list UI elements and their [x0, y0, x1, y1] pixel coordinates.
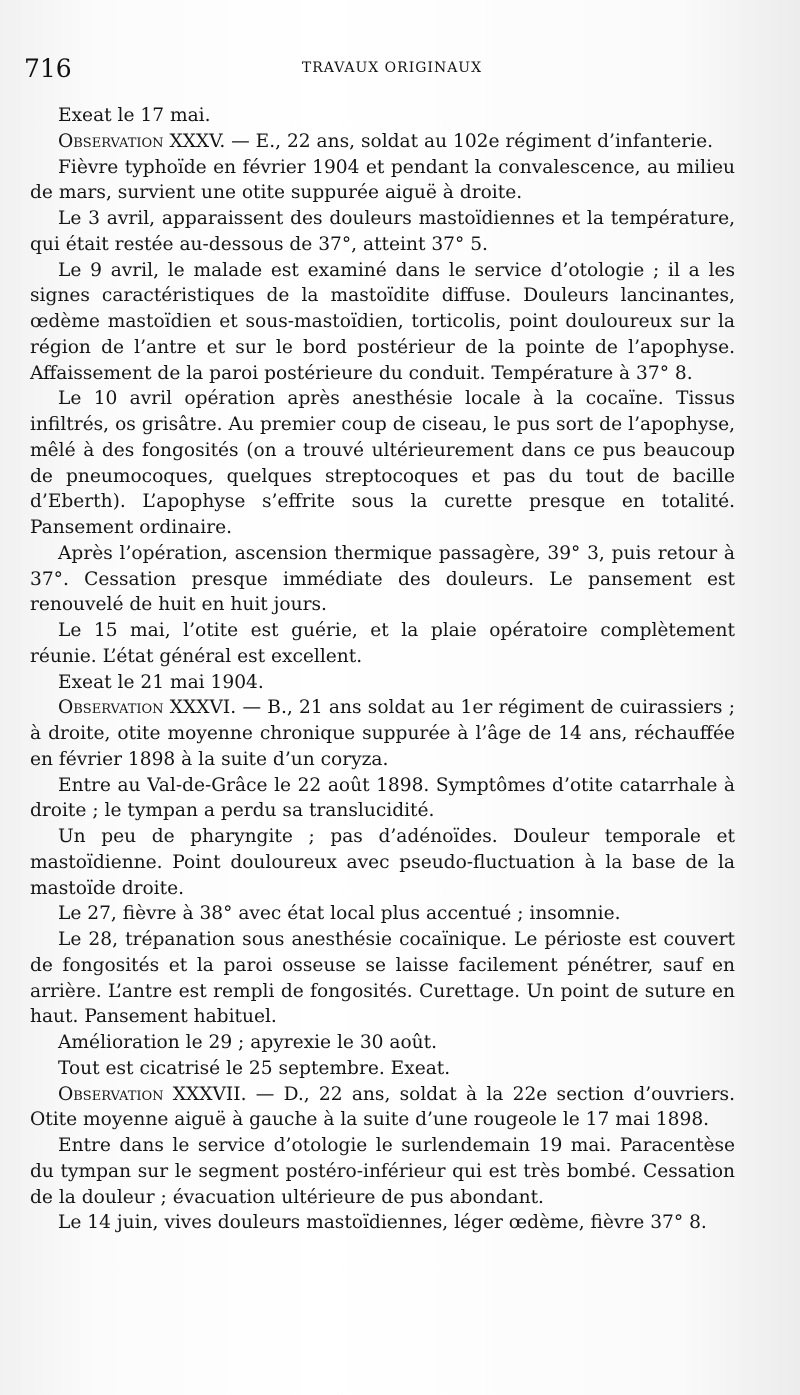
paragraph-text: Le 3 avril, apparaissent des douleurs mastoïdiennes et la température, qui était restée au-dessous de 37°, atteint 37° 5.: [30, 208, 735, 255]
paragraph: [30, 1056, 735, 1082]
paragraph: [30, 901, 735, 927]
paragraph: [30, 927, 735, 1030]
paragraph-text: — D., 22 ans, soldat à la 22e section d’ouvriers. Otite moyenne aiguë à gauche à la suite d’une rougeole le 17 mai 1898.: [30, 1083, 735, 1131]
paragraph: [30, 773, 735, 825]
paragraph-text: Le 9 avril, le malade est examiné dans le service d’otologie ; il a les signes caractéristiques de la mastoïdite diffuse. Douleurs lancinantes, œdème mastoïdien et sous-mastoïdien, torticolis, point douloureux sur la région de l’antre et sur le bord postérieur de la pointe de l’apophyse. Affaissement de la paroi postérieure du conduit. Température à 37° 8.: [30, 259, 735, 384]
paragraph-exeat-17-mai: [30, 103, 735, 129]
running-title: TRAVAUX ORIGINAUX: [301, 60, 483, 76]
paragraph: [30, 155, 735, 207]
body-text: [30, 103, 735, 1236]
paragraph: [30, 1133, 735, 1210]
paragraph: [30, 386, 735, 541]
observation-xxxvii-heading: [30, 1082, 735, 1134]
observation-xxxv-heading: [30, 129, 735, 155]
paragraph-text: Le 28, trépanation sous anesthésie cocaïnique. Le périoste est couvert de fongosités et la paroi osseuse se laisse facilement pénétrer, sauf en arrière. L’antre est rempli de fongosités. Curettage. Un point de suture en haut. Pansement habituel.: [30, 929, 735, 1028]
paragraph-text: Le 27, fièvre à 38° avec état local plus accentué ; insomnie.: [58, 903, 621, 925]
paragraph-text: — B., 21 ans soldat au 1er régiment de cuirassiers ; à droite, otite moyenne chronique suppurée à l’âge de 14 ans, réchauffée en février 1898 à la suite d’un coryza.: [30, 697, 735, 770]
paragraph-text: Exeat le 17 mai.: [58, 105, 211, 126]
paragraph: [30, 618, 735, 670]
paragraph-text: Amélioration le 29 ; apyrexie le 30 août.: [58, 1032, 438, 1053]
page-header: [24, 54, 760, 84]
observation-xxxvi-heading: [30, 695, 735, 772]
observation-label: Observation XXXV.: [58, 130, 226, 152]
page-number: 716: [24, 54, 72, 83]
paragraph-text: Après l’opération, ascension thermique passagère, 39° 3, puis retour à 37°. Cessation presque immédiate des douleurs. Le pansement est renouvelé de huit en huit jours.: [30, 542, 735, 616]
paragraph: [30, 258, 735, 387]
paragraph: [30, 1030, 735, 1056]
paragraph-text: Fièvre typhoïde en février 1904 et pendant la convalescence, au milieu de mars, survient une otite suppurée aiguë à droite.: [30, 156, 735, 204]
paragraph-text: Exeat le 21 mai 1904.: [58, 671, 264, 693]
paragraph-text: Tout est cicatrisé le 25 septembre. Exeat.: [58, 1057, 451, 1079]
paragraph-text: Le 15 mai, l’otite est guérie, et la plaie opératoire complètement réunie. L’état général est excellent.: [30, 620, 735, 667]
paragraph-text: Un peu de pharyngite ; pas d’adénoïdes. Douleur temporale et mastoïdienne. Point douloureux avec pseudo-fluctuation à la base de la mastoïde droite.: [30, 826, 735, 899]
paragraph-text: Entre au Val-de-Grâce le 22 août 1898. Symptômes d’otite catarrhale à droite ; le tympan a perdu sa translucidité.: [30, 774, 735, 822]
paragraph: [30, 541, 735, 618]
paragraph-text: — E., 22 ans, soldat au 102e régiment d’infanterie.: [225, 130, 714, 152]
paragraph: [30, 824, 735, 901]
paragraph: [30, 206, 735, 258]
paragraph-text: Le 10 avril opération après anesthésie locale à la cocaïne. Tissus infiltrés, os grisâtre. Au premier coup de ciseau, le pus sort de l’apophyse, mêlé à des fongosités (on a trouvé ultérieurement dans ce pus beaucoup de pneumocoques, quelques streptocoques et pas du tout de bacille d’Eberth). L’apophyse s’effrite sous la curette presque en totalité. Pansement ordinaire.: [30, 388, 735, 538]
paragraph-text: Entre dans le service d’otologie le surlendemain 19 mai. Paracentèse du tympan sur le segment postéro-inférieur qui est très bombé. Cessation de la douleur ; évacuation ultérieure de pus abondant.: [30, 1135, 735, 1208]
observation-label: Observation XXXVI.: [58, 697, 237, 719]
paragraph: [30, 1210, 735, 1236]
observation-label: Observation XXXVII.: [58, 1083, 247, 1105]
paragraph: [30, 670, 735, 696]
paragraph-text: Le 14 juin, vives douleurs mastoïdiennes, léger œdème, fièvre 37° 8.: [58, 1212, 707, 1234]
